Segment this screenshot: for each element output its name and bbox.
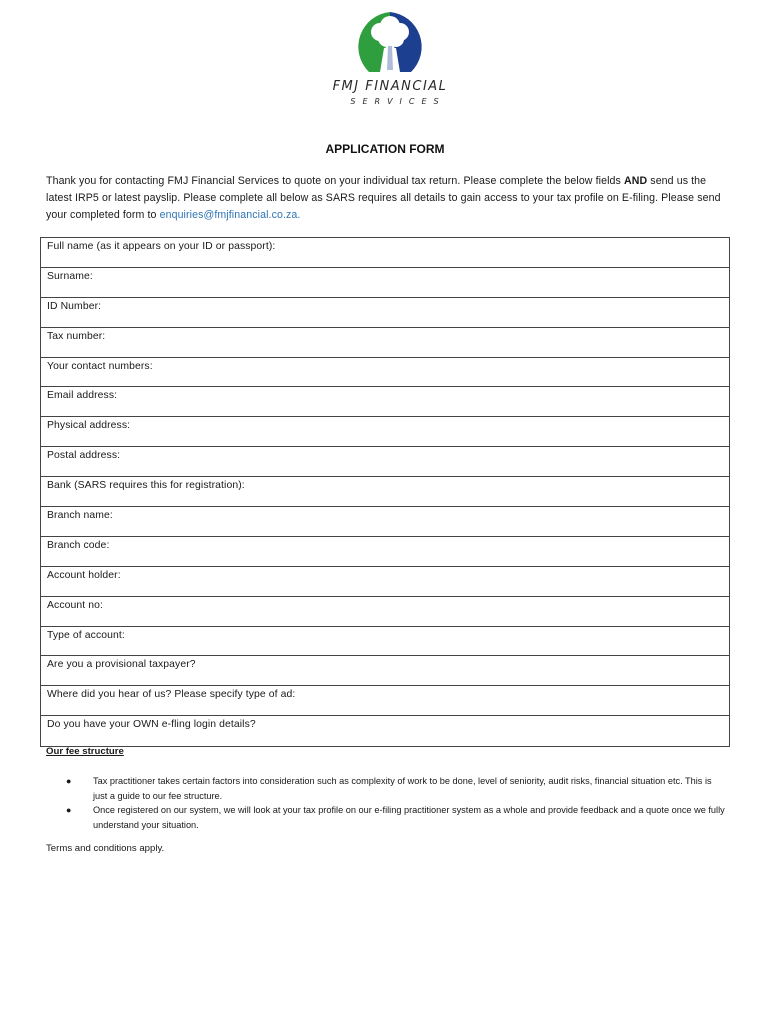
list-item xyxy=(66,774,726,803)
form-field-postal-address[interactable]: Postal address: xyxy=(41,447,729,477)
form-field-branch-name[interactable]: Branch name: xyxy=(41,507,729,537)
form-field-surname[interactable]: Surname: xyxy=(41,268,729,298)
bullet-icon: ● xyxy=(66,776,72,786)
fee-item-text: Once registered on our system, we will look at your tax profile on our e-filing practitioner system as a whole and provide feedback and a quote once we fully understand your situation. xyxy=(93,805,725,830)
form-field-bank[interactable]: Bank (SARS requires this for registration): xyxy=(41,477,729,507)
company-logo xyxy=(320,8,460,112)
tree-logo-icon xyxy=(350,8,430,78)
form-field-account-holder[interactable]: Account holder: xyxy=(41,567,729,597)
list-item xyxy=(66,803,726,832)
form-field-id-number[interactable]: ID Number: xyxy=(41,298,729,328)
application-form-table xyxy=(40,237,730,747)
brand-subtitle: SERVICES xyxy=(350,97,446,106)
brand-name: FMJ FINANCIAL xyxy=(332,79,448,94)
bullet-icon: ● xyxy=(66,805,72,815)
intro-text-2: send us the latest IRP5 or latest payslip. Please complete all below as SARS requires all details to gain access to your tax profile on E-filing. Please send your completed form to xyxy=(46,175,721,221)
fee-structure-heading: Our fee structure xyxy=(46,746,124,757)
fee-structure-list xyxy=(66,774,726,832)
fee-item-text: Tax practitioner takes certain factors into consideration such as complexity of work to be done, level of seniority, audit risks, financial situation etc. This is just a guide to our fee structure. xyxy=(93,776,712,801)
terms-text: Terms and conditions apply. xyxy=(46,843,165,854)
page-title: APPLICATION FORM xyxy=(325,142,445,156)
email-link[interactable]: enquiries@fmjfinancial.co.za. xyxy=(159,209,301,221)
form-field-contact-numbers[interactable]: Your contact numbers: xyxy=(41,358,729,388)
form-field-tax-number[interactable]: Tax number: xyxy=(41,328,729,358)
form-field-physical-address[interactable]: Physical address: xyxy=(41,417,729,447)
intro-text-1: Thank you for contacting FMJ Financial Services to quote on your individual tax return. Please complete the below fields xyxy=(46,175,624,187)
form-field-account-type[interactable]: Type of account: xyxy=(41,627,729,657)
intro-bold: AND xyxy=(623,175,648,187)
form-field-account-no[interactable]: Account no: xyxy=(41,597,729,627)
form-field-full-name[interactable]: Full name (as it appears on your ID or passport): xyxy=(41,238,729,268)
intro-paragraph xyxy=(46,173,726,224)
form-field-branch-code[interactable]: Branch code: xyxy=(41,537,729,567)
form-field-efiling-login[interactable]: Do you have your OWN e-fling login details? xyxy=(47,719,256,731)
form-field-provisional-taxpayer[interactable]: Are you a provisional taxpayer? xyxy=(41,656,729,686)
form-field-email[interactable]: Email address: xyxy=(41,387,729,417)
form-field-referral-source[interactable]: Where did you hear of us? Please specify type of ad: xyxy=(41,686,729,716)
